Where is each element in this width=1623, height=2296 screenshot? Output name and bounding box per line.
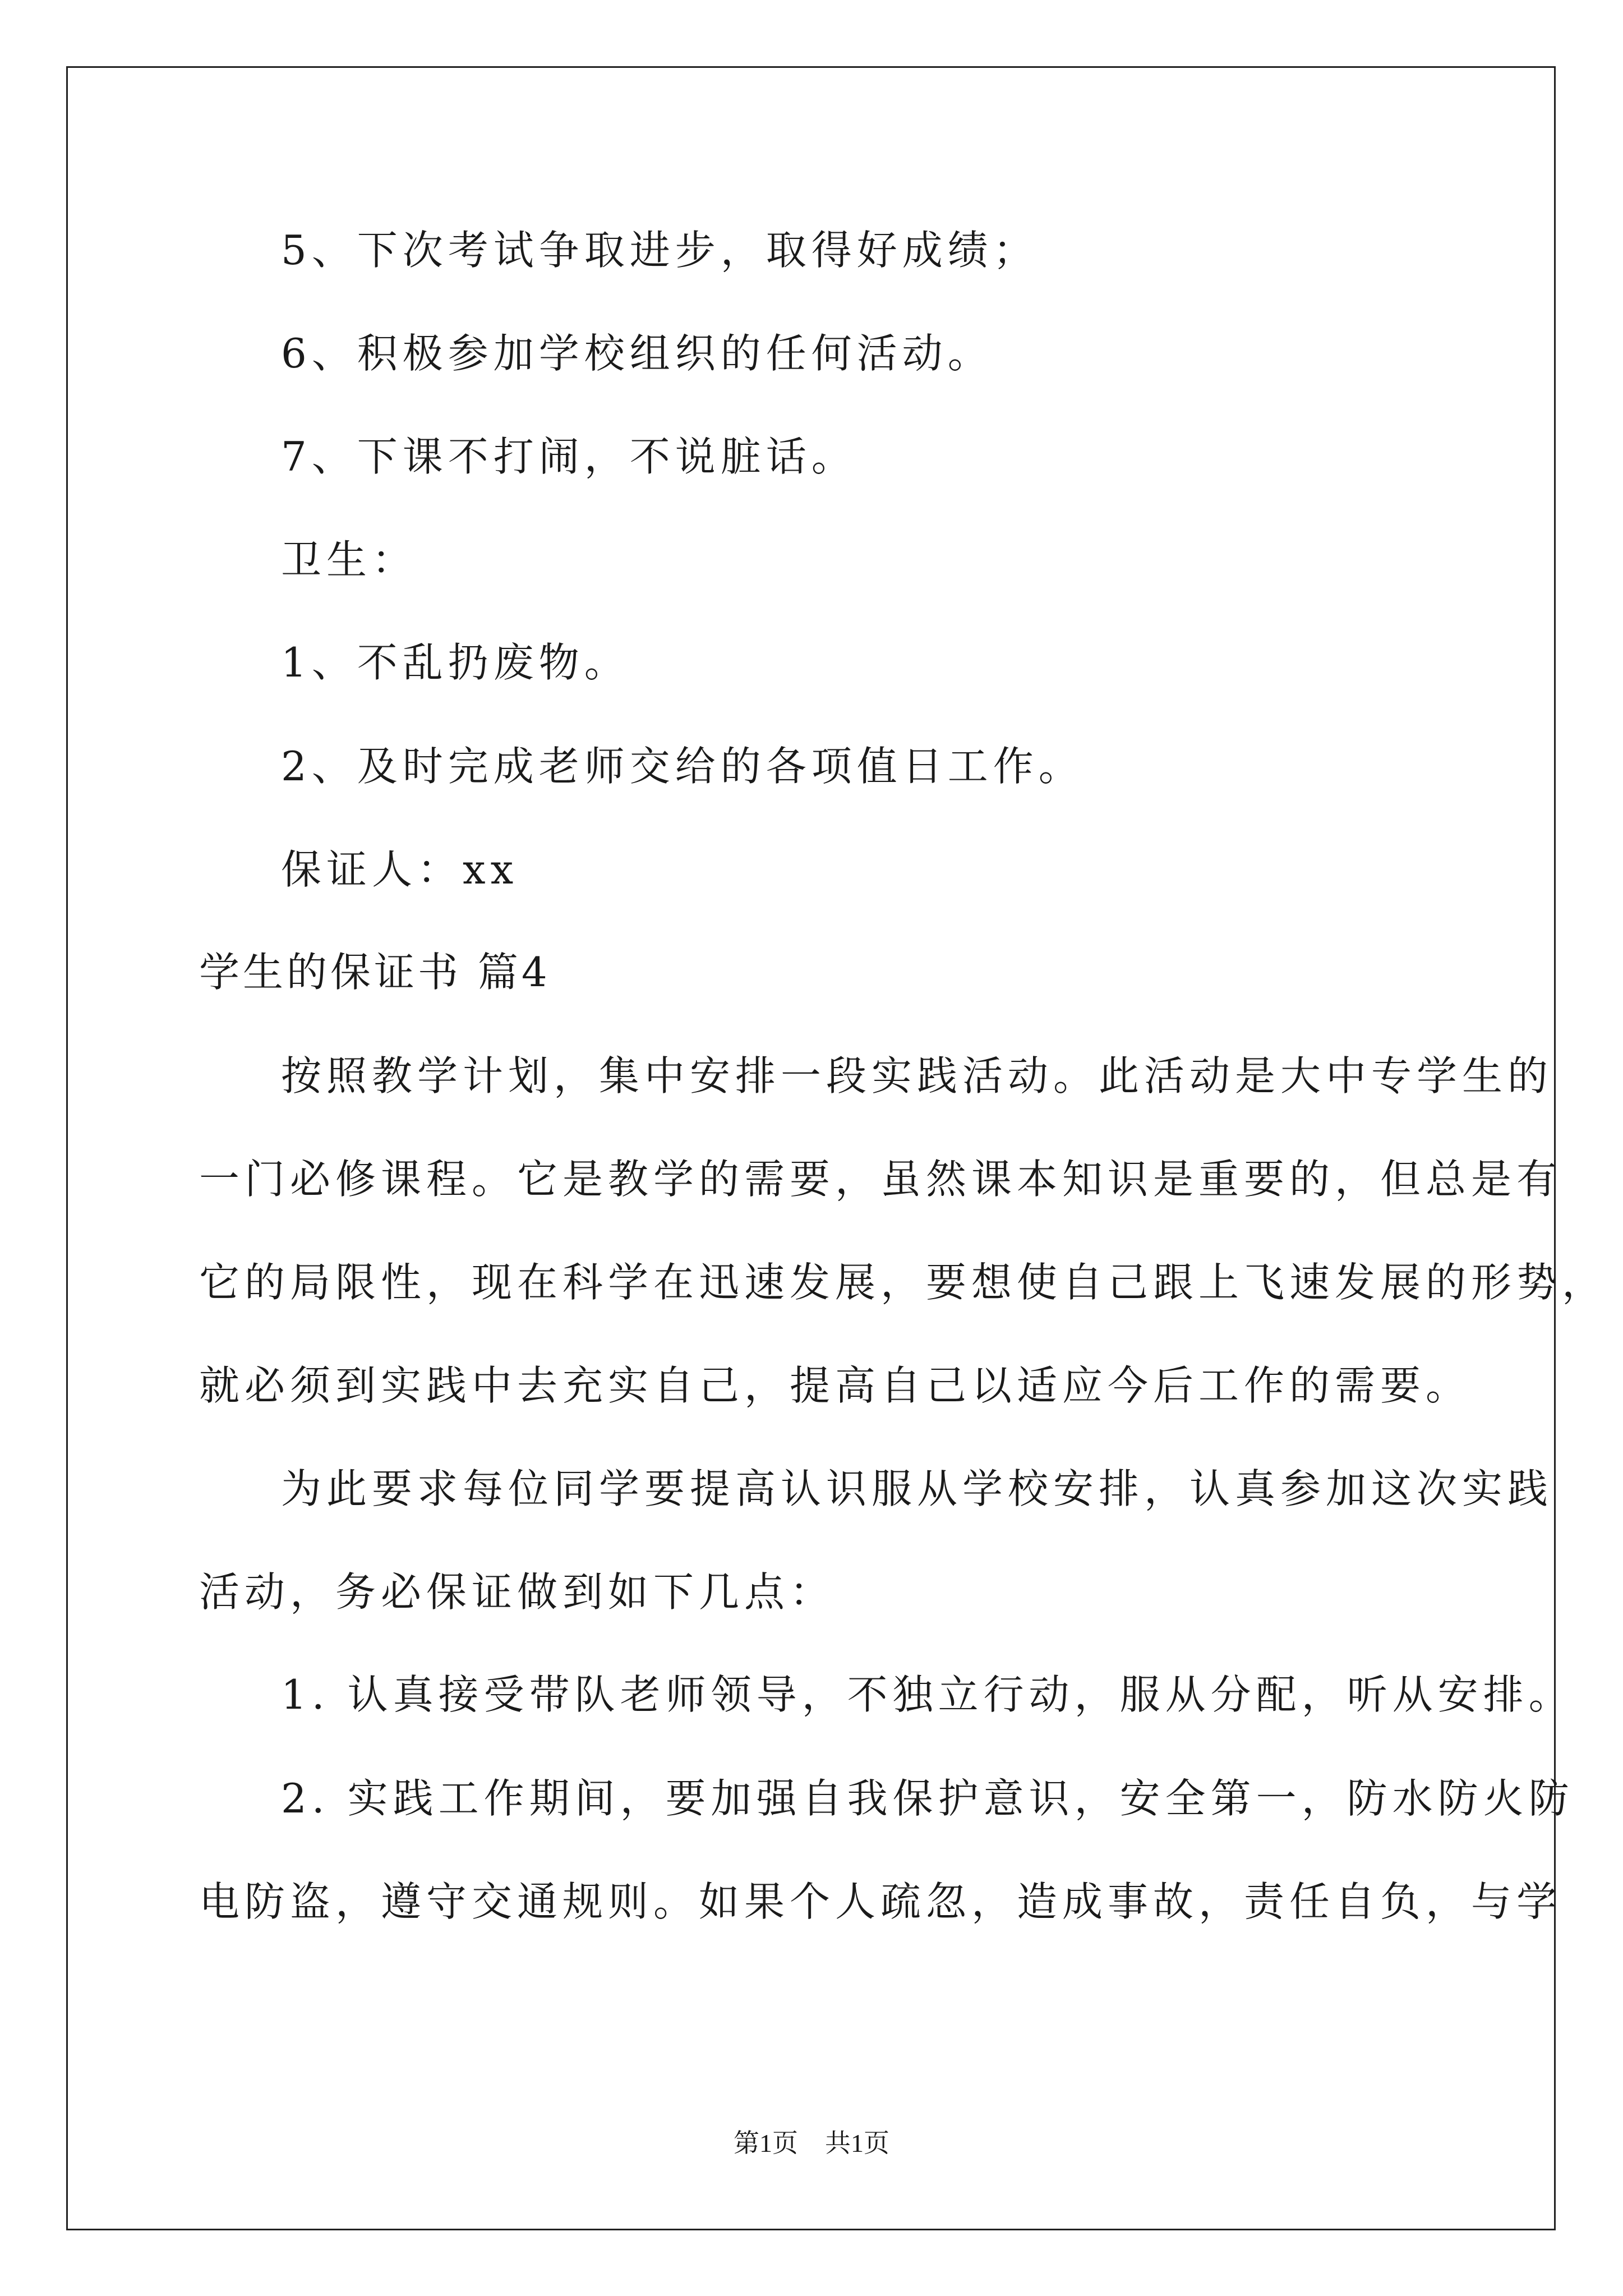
rule-item-1: 1. 认真接受带队老师领导，不独立行动，服从分配，听从安排。	[281, 1671, 1574, 1718]
rule-item-2-line-1: 2. 实践工作期间，要加强自我保护意识，安全第一，防水防火防	[281, 1775, 1574, 1822]
paragraph-1-line-3: 它的局限性，现在科学在迅速发展，要想使自己跟上飞速发展的形势，	[199, 1259, 1608, 1306]
paragraph-2-line-2: 活动，务必保证做到如下几点：	[199, 1568, 836, 1616]
paragraph-1-line-1: 按照教学计划，集中安排一段实践活动。此活动是大中专学生的	[281, 1052, 1553, 1099]
list-item-7: 7、下课不打闹，不说脏话。	[281, 433, 857, 480]
list-item-5: 5、下次考试争取进步，取得好成绩；	[281, 227, 1039, 274]
page-total: 共1页	[825, 2129, 889, 2157]
guarantor-line: 保证人：xx	[281, 846, 519, 893]
section-label-hygiene: 卫生：	[281, 536, 418, 583]
paragraph-1-line-4: 就必须到实践中去充实自己，提高自己以适应今后工作的需要。	[199, 1362, 1472, 1409]
hygiene-item-1: 1、不乱扔废物。	[281, 639, 630, 686]
page-footer	[0, 2131, 1623, 2156]
paragraph-1-line-2: 一门必修课程。它是教学的需要，虽然课本知识是重要的，但总是有	[199, 1156, 1562, 1203]
section-heading: 学生的保证书 篇4	[199, 949, 551, 996]
page-number: 第1页	[734, 2129, 798, 2157]
rule-item-2-line-2: 电防盗，遵守交通规则。如果个人疏忽，造成事故，责任自负，与学	[199, 1878, 1562, 1925]
paragraph-2-line-1: 为此要求每位同学要提高认识服从学校安排，认真参加这次实践	[281, 1465, 1553, 1512]
hygiene-item-2: 2、及时完成老师交给的各项值日工作。	[281, 743, 1084, 790]
list-item-6: 6、积极参加学校组织的任何活动。	[281, 330, 993, 377]
